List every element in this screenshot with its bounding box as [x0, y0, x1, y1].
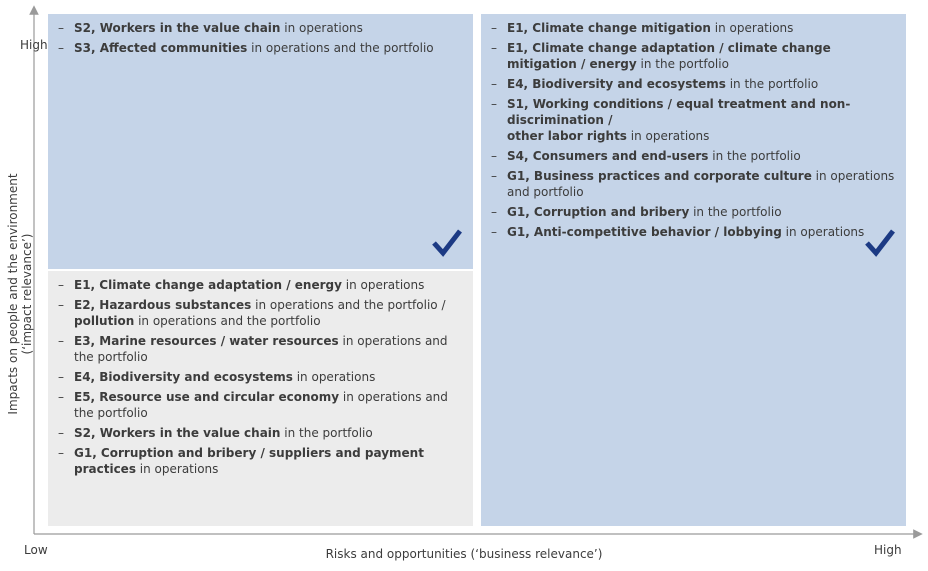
topic-scope: in the portfolio	[280, 426, 373, 440]
topic-scope: in the portfolio	[708, 149, 801, 163]
topic-scope: in the portfolio	[636, 57, 729, 71]
topic-name: S3, Affected communities	[74, 41, 248, 55]
topic-list	[491, 20, 896, 240]
topic-name: G1, Business practices and corporate culture	[507, 169, 812, 183]
topic-scope: in operations and the portfolio	[74, 334, 448, 364]
topic-list	[58, 20, 463, 56]
topic-item	[491, 204, 896, 220]
x-axis-low-label: Low	[24, 543, 48, 557]
topic-name: pollution	[74, 314, 135, 328]
x-axis-title: Risks and opportunities (‘business relevance’)	[325, 547, 603, 561]
topic-item	[491, 168, 896, 200]
topic-name: G1, Corruption and bribery / suppliers and payment practices	[74, 446, 424, 476]
topic-item	[58, 297, 463, 329]
topic-list	[58, 277, 463, 477]
topic-item	[491, 40, 896, 72]
topic-item	[58, 40, 463, 56]
topic-scope: in operations and the portfolio /	[255, 298, 446, 312]
topic-name: E4, Biodiversity and ecosystems	[74, 370, 293, 384]
quadrant-low-impact-low-business	[48, 271, 473, 526]
topic-name: E4, Biodiversity and ecosystems	[507, 77, 726, 91]
topic-item	[58, 425, 463, 441]
topic-name: E2, Hazardous substances	[74, 298, 252, 312]
topic-name: G1, Anti-competitive behavior / lobbying	[507, 225, 782, 239]
quadrant-high-impact-low-business	[48, 14, 473, 269]
topic-scope: in operations	[781, 225, 865, 239]
topic-name: S1, Working conditions / equal treatment and non- discrimination / other labor rights	[507, 97, 851, 143]
topic-scope: in operations	[292, 370, 376, 384]
topic-item	[491, 96, 896, 144]
topic-name: E1, Climate change adaptation / energy	[74, 278, 342, 292]
topic-scope: in operations	[626, 129, 710, 143]
topic-scope: in the portfolio	[689, 205, 782, 219]
topic-scope: in operations and the portfolio	[247, 41, 434, 55]
y-axis-title-line2: (‘impact relevance’)	[20, 233, 34, 355]
topic-scope: in the portfolio	[725, 77, 819, 91]
topic-item	[491, 20, 896, 36]
topic-item	[58, 333, 463, 365]
y-axis-title-line1: Impacts on people and the environment	[6, 173, 20, 415]
topic-name: E3, Marine resources / water resources	[74, 334, 339, 348]
topic-scope: in operations and portfolio	[507, 169, 895, 199]
topic-name: E5, Resource use and circular economy	[74, 390, 340, 404]
topic-name: E1, Climate change adaptation / climate change mitigation / energy	[507, 41, 831, 71]
topic-name: S2, Workers in the value chain	[74, 426, 281, 440]
checkmark-icon	[431, 228, 463, 258]
topic-name: S4, Consumers and end-users	[507, 149, 709, 163]
topic-item	[58, 445, 463, 477]
topic-scope: in operations and the portfolio	[74, 390, 448, 420]
topic-item	[58, 369, 463, 385]
topic-item	[491, 224, 896, 240]
topic-item	[491, 148, 896, 164]
topic-name: E1, Climate change mitigation	[507, 21, 711, 35]
topic-item	[58, 20, 463, 36]
topic-scope: in operations	[280, 21, 363, 35]
y-axis-high-label: High	[20, 38, 48, 52]
topic-scope: in operations	[135, 462, 219, 476]
topic-scope: in operations and the portfolio	[134, 314, 321, 328]
topic-name: S2, Workers in the value chain	[74, 21, 281, 35]
topic-item	[491, 76, 896, 92]
quadrant-high-business	[481, 14, 906, 526]
topic-item	[58, 389, 463, 421]
topic-scope: in operations	[710, 21, 794, 35]
checkmark-icon	[864, 228, 896, 258]
topic-scope: in operations	[341, 278, 425, 292]
topic-item	[58, 277, 463, 293]
topic-name: G1, Corruption and bribery	[507, 205, 690, 219]
x-axis-high-label: High	[874, 543, 902, 557]
